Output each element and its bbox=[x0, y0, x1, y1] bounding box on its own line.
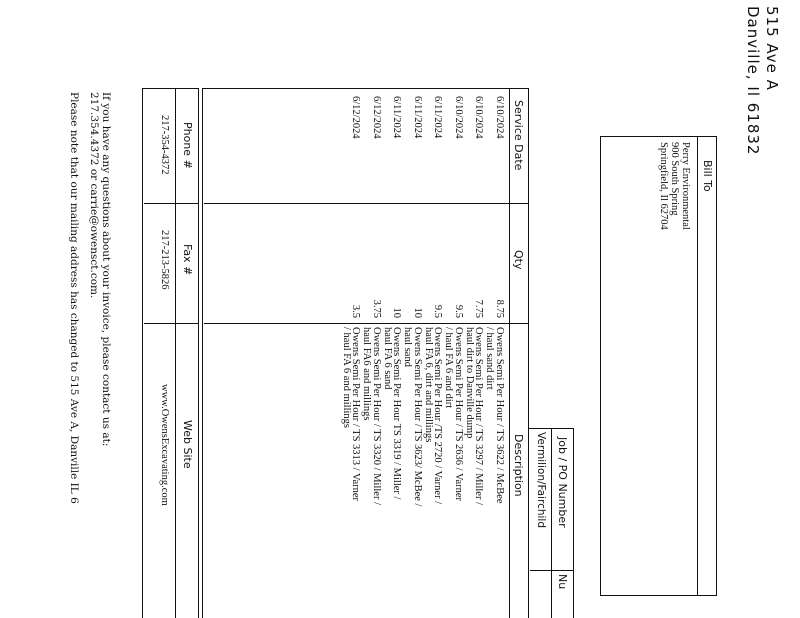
contact-header-divider bbox=[175, 88, 176, 618]
row-qty: 3.5 bbox=[350, 304, 362, 318]
bill-to-line-2: 900 South Spring bbox=[669, 142, 680, 216]
row-service-date: 6/10/2024 bbox=[473, 96, 485, 139]
row-service-date: 6/12/2024 bbox=[350, 96, 362, 139]
row-description-line: haul sand bbox=[402, 327, 414, 367]
web-label: Web Site bbox=[181, 420, 194, 469]
row-description-line: haul FA6 and millings bbox=[361, 327, 373, 421]
footer-contact-line: 217.354.4372 or carrie@owensct.com. bbox=[88, 92, 100, 299]
row-description-line: / haul FA 6 and millings bbox=[340, 327, 352, 429]
row-description-line: Owens Semi Per Hour / TS 3297 / Miller / bbox=[473, 327, 485, 506]
row-service-date: 6/10/2024 bbox=[494, 96, 505, 139]
row-qty: 10 bbox=[391, 307, 403, 318]
footer-address-note: Please note that our mailing address has changed to 515 Ave A, Danville IL 6 bbox=[68, 92, 80, 504]
row-description-line: Owens Semi Per Hour / TS 3320 / Miller / bbox=[371, 327, 382, 506]
row-qty: 7.75 bbox=[473, 299, 485, 318]
row-service-date: 6/12/2024 bbox=[371, 96, 382, 139]
row-qty: 3.75 bbox=[371, 299, 382, 318]
row-description-line: / haul FA 6 and dirt bbox=[443, 327, 455, 409]
company-address-line1: 515 Ave A bbox=[763, 6, 781, 91]
footer-questions-line: If you have any questions about your invoice, please contact us at: bbox=[100, 92, 112, 447]
row-qty: 10 bbox=[412, 307, 423, 318]
row-service-date: 6/10/2024 bbox=[453, 96, 464, 139]
contact-col-divider-1 bbox=[144, 203, 199, 204]
job-po-divider bbox=[551, 428, 552, 618]
contact-col-divider-2 bbox=[144, 323, 199, 324]
job-po-heading: Job / PO Number bbox=[556, 437, 569, 528]
row-description-line: / haul sand dirt bbox=[484, 327, 496, 390]
row-description-line: Owens Semi Per Hour / TS 3313 / Varner bbox=[350, 327, 362, 502]
fax-value: 217-213-5826 bbox=[159, 230, 170, 290]
bill-to-line-3: Springfield, Il 62704 bbox=[658, 142, 669, 230]
fax-label: Fax # bbox=[181, 244, 194, 276]
bill-to-heading: Bill To bbox=[701, 160, 714, 192]
phone-value: 217-354-4372 bbox=[159, 115, 170, 175]
row-description-line: Owens Semi Per Hour / TS 3623/ McBee / bbox=[412, 327, 423, 507]
bill-to-line-1: Perry Environmental bbox=[680, 142, 691, 230]
row-qty: 8.75 bbox=[494, 299, 505, 318]
header-description: Description bbox=[512, 434, 525, 497]
header-service-date: Service Date bbox=[512, 100, 525, 171]
row-service-date: 6/11/2024 bbox=[412, 96, 423, 139]
row-description-line: haul dirt to Danville dump bbox=[463, 327, 475, 439]
bill-to-header-divider bbox=[697, 136, 717, 596]
next-column-heading-partial: Nu bbox=[556, 574, 569, 590]
job-po-value: Vermilion/Fairchild bbox=[535, 432, 547, 528]
row-description-line: Owens Semi Per Hour /TS 2720 / Varner / bbox=[432, 327, 444, 505]
items-col-divider-2 bbox=[204, 323, 529, 324]
row-description-line: Owens Semi Per Hour TS 3319 / Miller / bbox=[391, 327, 403, 500]
row-qty: 9.5 bbox=[432, 304, 444, 318]
phone-label: Phone # bbox=[181, 122, 194, 169]
items-header-divider bbox=[509, 88, 510, 618]
job-po-col-divider bbox=[530, 570, 574, 571]
row-description-line: Owens Semi Per Hour / TS 3622 / McBee bbox=[494, 327, 505, 504]
row-service-date: 6/11/2024 bbox=[391, 96, 403, 139]
row-description-line: Owens Semi Per Hour / TS 2636 / Varner bbox=[453, 327, 464, 502]
web-value: www.OwensExcavating.com bbox=[159, 384, 170, 506]
row-service-date: 6/11/2024 bbox=[432, 96, 444, 139]
row-description-line: haul FA 6, dirt and millings bbox=[422, 327, 434, 443]
row-qty: 9.5 bbox=[453, 304, 464, 318]
row-description-line: haul FA 6 sand bbox=[381, 327, 393, 390]
header-qty: Qty bbox=[512, 250, 525, 270]
company-address-line2: Danville, Il 61832 bbox=[744, 6, 762, 156]
